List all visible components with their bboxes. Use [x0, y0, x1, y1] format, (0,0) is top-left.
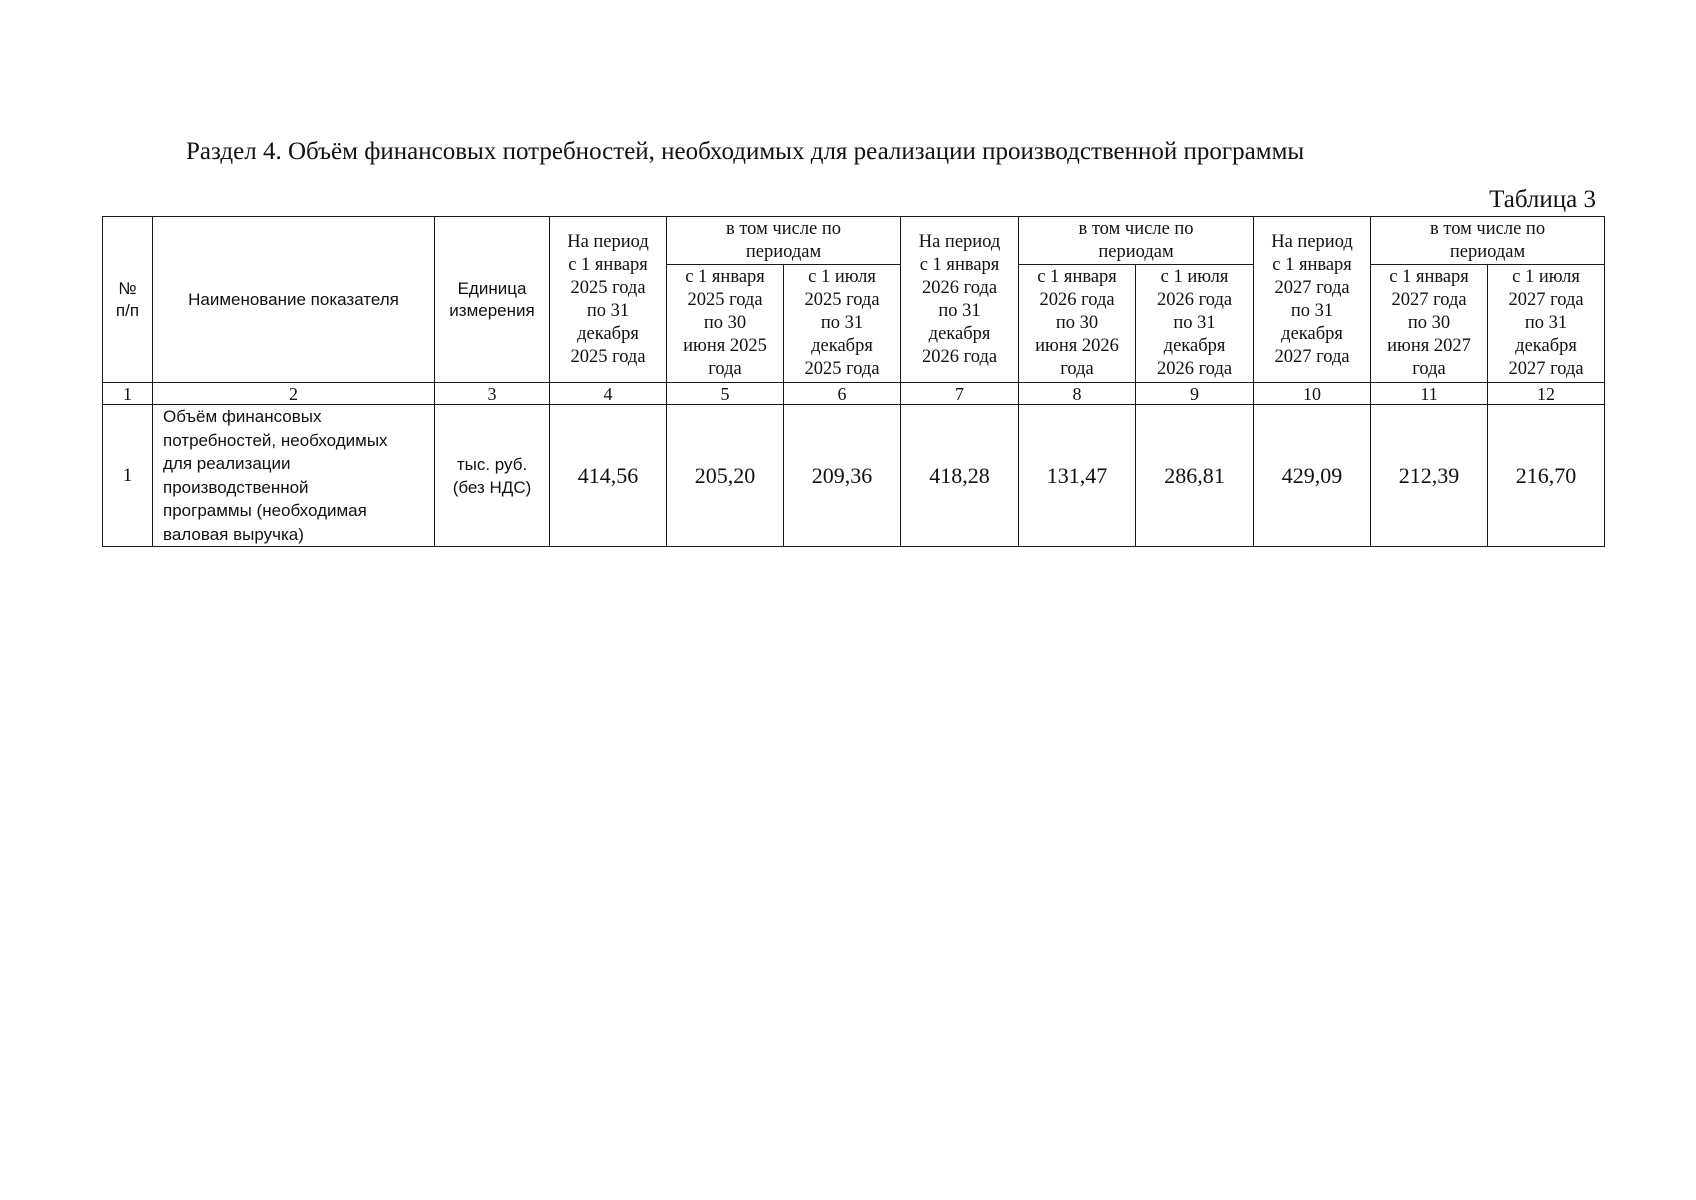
header-sub-h1-2025: с 1 января 2025 года по 30 июня 2025 года — [667, 265, 784, 383]
column-number: 3 — [435, 383, 550, 405]
header-name-col: Наименование показателя — [153, 217, 435, 383]
value-h2-2027: 216,70 — [1488, 405, 1605, 547]
value-h2-2025: 209,36 — [784, 405, 901, 547]
row-number: 1 — [103, 405, 153, 547]
column-number: 7 — [901, 383, 1019, 405]
header-sub-h1-2027: с 1 января 2027 года по 30 июня 2027 года — [1371, 265, 1488, 383]
column-number: 8 — [1019, 383, 1136, 405]
header-total-2026: На период с 1 января 2026 года по 31 декабря 2026 года — [901, 217, 1019, 383]
table-caption: Таблица 3 — [1489, 186, 1596, 213]
value-total-2027: 429,09 — [1254, 405, 1371, 547]
financial-needs-table — [102, 216, 1605, 547]
column-number: 12 — [1488, 383, 1605, 405]
unit-of-measure: тыс. руб. (без НДС) — [435, 405, 550, 547]
column-number: 9 — [1136, 383, 1254, 405]
header-sub-h2-2027: с 1 июля 2027 года по 31 декабря 2027 года — [1488, 265, 1605, 383]
value-h1-2025: 205,20 — [667, 405, 784, 547]
value-h1-2026: 131,47 — [1019, 405, 1136, 547]
column-number: 4 — [550, 383, 667, 405]
column-number: 6 — [784, 383, 901, 405]
value-h2-2026: 286,81 — [1136, 405, 1254, 547]
header-sub-h2-2025: с 1 июля 2025 года по 31 декабря 2025 года — [784, 265, 901, 383]
page-title: Раздел 4. Объём финансовых потребностей, необходимых для реализации производственной программы — [186, 138, 1305, 165]
value-total-2025: 414,56 — [550, 405, 667, 547]
column-numbers-row — [103, 383, 1605, 405]
value-total-2026: 418,28 — [901, 405, 1019, 547]
column-number: 11 — [1371, 383, 1488, 405]
header-group-2027: в том числе по периодам — [1371, 217, 1605, 265]
header-unit-col: Единица измерения — [435, 217, 550, 383]
header-sub-h1-2026: с 1 января 2026 года по 30 июня 2026 года — [1019, 265, 1136, 383]
table-row — [103, 405, 1605, 547]
header-group-2025: в том числе по периодам — [667, 217, 901, 265]
column-number: 5 — [667, 383, 784, 405]
header-sub-h2-2026: с 1 июля 2026 года по 31 декабря 2026 года — [1136, 265, 1254, 383]
column-number: 10 — [1254, 383, 1371, 405]
header-total-2027: На период с 1 января 2027 года по 31 декабря 2027 года — [1254, 217, 1371, 383]
header-total-2025: На период с 1 января 2025 года по 31 декабря 2025 года — [550, 217, 667, 383]
value-h1-2027: 212,39 — [1371, 405, 1488, 547]
indicator-name: Объём финансовых потребностей, необходимых для реализации производственной программы (необходимая валовая выручка) — [153, 405, 435, 547]
header-group-2026: в том числе по периодам — [1019, 217, 1254, 265]
column-number: 1 — [103, 383, 153, 405]
header-num-col: № п/п — [103, 217, 153, 383]
column-number: 2 — [153, 383, 435, 405]
